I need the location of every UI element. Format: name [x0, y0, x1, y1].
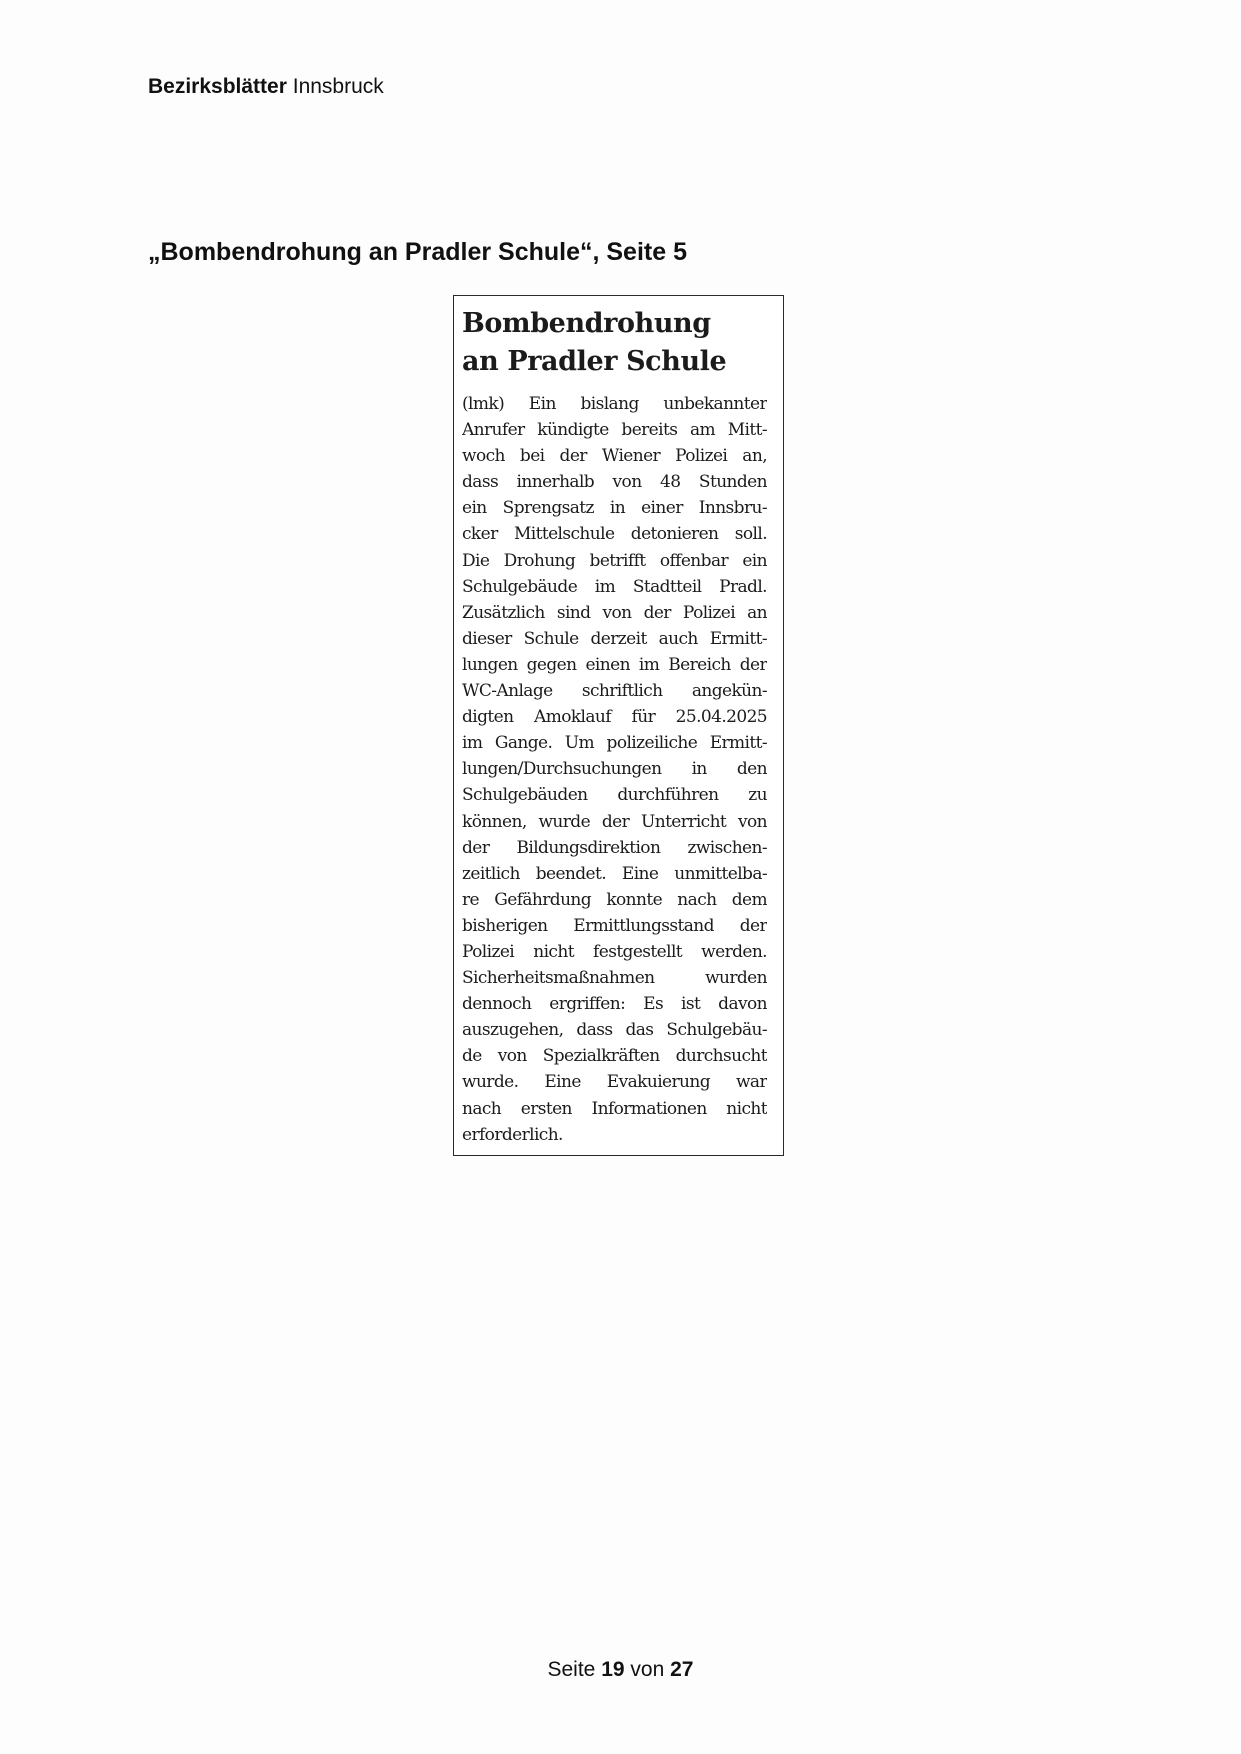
clipping-body-line: Anrufer kündigte bereits am Mitt-: [462, 420, 767, 441]
clipping-headline-line: Bombendrohung: [462, 308, 711, 339]
page-label: Seite: [547, 1658, 596, 1681]
newspaper-clipping: [453, 295, 784, 1156]
clipping-body-line: lungen gegen einen im Bereich der: [462, 654, 767, 675]
clipping-body-line: dennoch ergriffen: Es ist davon: [462, 994, 767, 1015]
clipping-body-line: zeitlich beendet. Eine unmittelba-: [462, 863, 767, 884]
clipping-body-line: de von Spezialkräften durchsucht: [462, 1046, 767, 1067]
clipping-body-line: dieser Schule derzeit auch Ermitt-: [462, 628, 767, 649]
page-footer: [0, 1657, 1241, 1683]
publication-name: Bezirksblätter: [148, 75, 287, 98]
clipping-body-line: Sicherheitsmaßnahmen wurden: [462, 968, 767, 989]
clipping-body-line: dass innerhalb von 48 Stunden: [462, 472, 767, 493]
clipping-body-line: der Bildungsdirektion zwischen-: [462, 837, 767, 858]
clipping-body-line: auszugehen, dass das Schulgebäu-: [462, 1020, 767, 1041]
clipping-body-line: Schulgebäuden durchführen zu: [462, 785, 767, 806]
clipping-headline-line: an Pradler Schule: [462, 346, 727, 377]
total-page-count: 27: [670, 1658, 694, 1681]
page-separator: von: [630, 1658, 665, 1681]
document-header: [148, 74, 384, 100]
clipping-body-line: WC-Anlage schriftlich angekün-: [462, 681, 767, 702]
article-reference-title: „Bombendrohung an Pradler Schule“, Seite 5: [148, 238, 687, 266]
clipping-body: [462, 391, 767, 1148]
clipping-body-line: Zusätzlich sind von der Polizei an: [462, 602, 767, 623]
clipping-body-line: ein Sprengsatz in einer Innsbru-: [462, 498, 767, 519]
clipping-body-line: (lmk) Ein bislang unbekannter: [462, 394, 767, 414]
clipping-body-line: können, wurde der Unterricht von: [462, 811, 767, 832]
clipping-headline: [462, 305, 767, 381]
clipping-body-line: Polizei nicht festgestellt werden.: [462, 941, 767, 962]
current-page-number: 19: [601, 1658, 625, 1681]
clipping-body-line: digten Amoklauf für 25.04.2025: [462, 707, 767, 728]
clipping-body-line: cker Mittelschule detonieren soll.: [462, 524, 767, 545]
clipping-body-line: lungen/Durchsuchungen in den: [462, 759, 767, 780]
clipping-body-line: wurde. Eine Evakuierung war: [462, 1072, 767, 1093]
clipping-body-line: im Gange. Um polizeiliche Ermitt-: [462, 733, 767, 754]
clipping-body-line: Die Drohung betrifft offenbar ein: [462, 550, 767, 571]
clipping-body-line: erforderlich.: [462, 1124, 563, 1145]
clipping-body-line: re Gefährdung konnte nach dem: [462, 889, 767, 910]
clipping-body-line: Schulgebäude im Stadtteil Pradl.: [462, 576, 767, 597]
clipping-body-line: woch bei der Wiener Polizei an,: [462, 446, 767, 467]
publication-location: Innsbruck: [292, 75, 384, 98]
clipping-body-line: nach ersten Informationen nicht: [462, 1098, 767, 1119]
clipping-body-line: bisherigen Ermittlungsstand der: [462, 915, 767, 936]
